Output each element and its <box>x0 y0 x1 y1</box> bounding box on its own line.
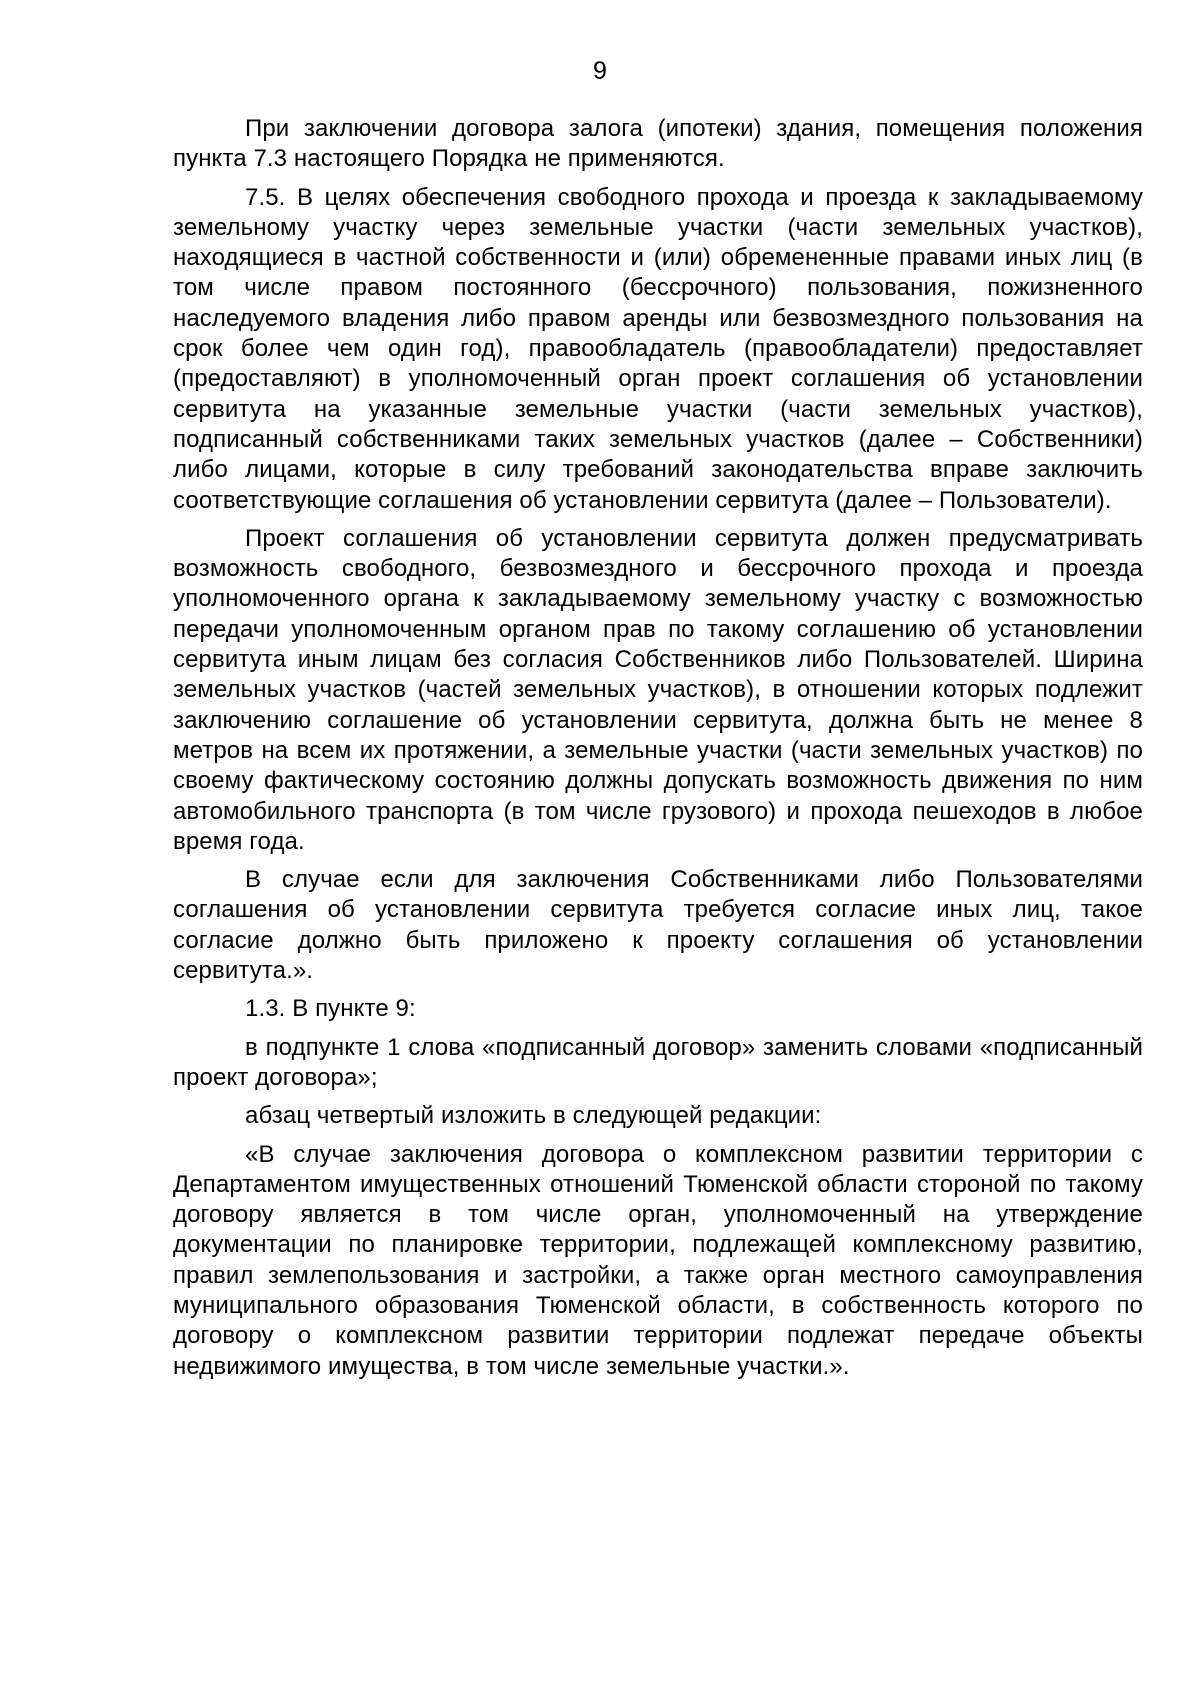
paragraph-complex-development: «В случае заключения договора о комплексном развитии территории с Департаментом имущественных отношений Тюменской области стороной по такому договору является в том числе орган, уполномоченный на утверждение документации по планировке территории, подлежащей комплексному развитию, правил землепользования и застройки, а также орган местного самоуправления муниципального образования Тюменской области, в собственность которого по договору о комплексном развитии территории подлежат передаче объекты недвижимого имущества, в том числе земельные участки.». <box>173 1140 1143 1380</box>
paragraph-7-5-servitude: 7.5. В целях обеспечения свободного прохода и проезда к закладываемому земельному участку через земельные участки (части земельных участков), находящиеся в частной собственности и (или) обремененные правами иных лиц (в том числе правом постоянного (бессрочного) пользования, пожизненного наследуемого владения либо правом аренды или безвозмездного пользования на срок более чем один год), правообладатель (правообладатели) предоставляет (предоставляют) в уполномоченный орган проект соглашения об установлении сервитута на указанные земельные участки (части земельных участков), подписанный собственниками таких земельных участков (далее – Собственники) либо лицами, которые в силу требований законодательства вправе заключить соответствующие соглашения об установлении сервитута (далее – Пользователи). <box>173 183 1143 514</box>
paragraph-subitem-1: в подпункте 1 слова «подписанный договор» заменить словами «подписанный проект договора»; <box>173 1033 1143 1091</box>
paragraph-fourth-abzac: абзац четвертый изложить в следующей редакции: <box>245 1102 822 1130</box>
page-number: 9 <box>593 57 607 85</box>
paragraph-pledge-rule: При заключении договора залога (ипотеки) здания, помещения положения пункта 7.3 настоящего Порядка не применяются. <box>173 115 1143 173</box>
paragraph-item-1-3: 1.3. В пункте 9: <box>245 995 416 1023</box>
paragraph-consent: В случае если для заключения Собственниками либо Пользователями соглашения об установлении сервитута требуется согласие иных лиц, такое согласие должно быть приложено к проекту соглашения об установлении сервитута.». <box>173 866 1143 985</box>
document-body <box>173 114 1143 1390</box>
paragraph-servitude-draft: Проект соглашения об установлении сервитута должен предусматривать возможность свободного, безвозмездного и бессрочного прохода и проезда уполномоченного органа к закладываемому земельному участку с возможностью передачи уполномоченным органом прав по такому соглашению об установлении сервитута иным лицам без согласия Собственников либо Пользователей. Ширина земельных участков (частей земельных участков), в отношении которых подлежит заключению соглашение об установлении сервитута, должна быть не менее 8 метров на всем их протяжении, а земельные участки (части земельных участков) по своему фактическому состоянию должны допускать возможность движения по ним автомобильного транспорта (в том числе грузового) и прохода пешеходов в любое время года. <box>173 524 1143 855</box>
